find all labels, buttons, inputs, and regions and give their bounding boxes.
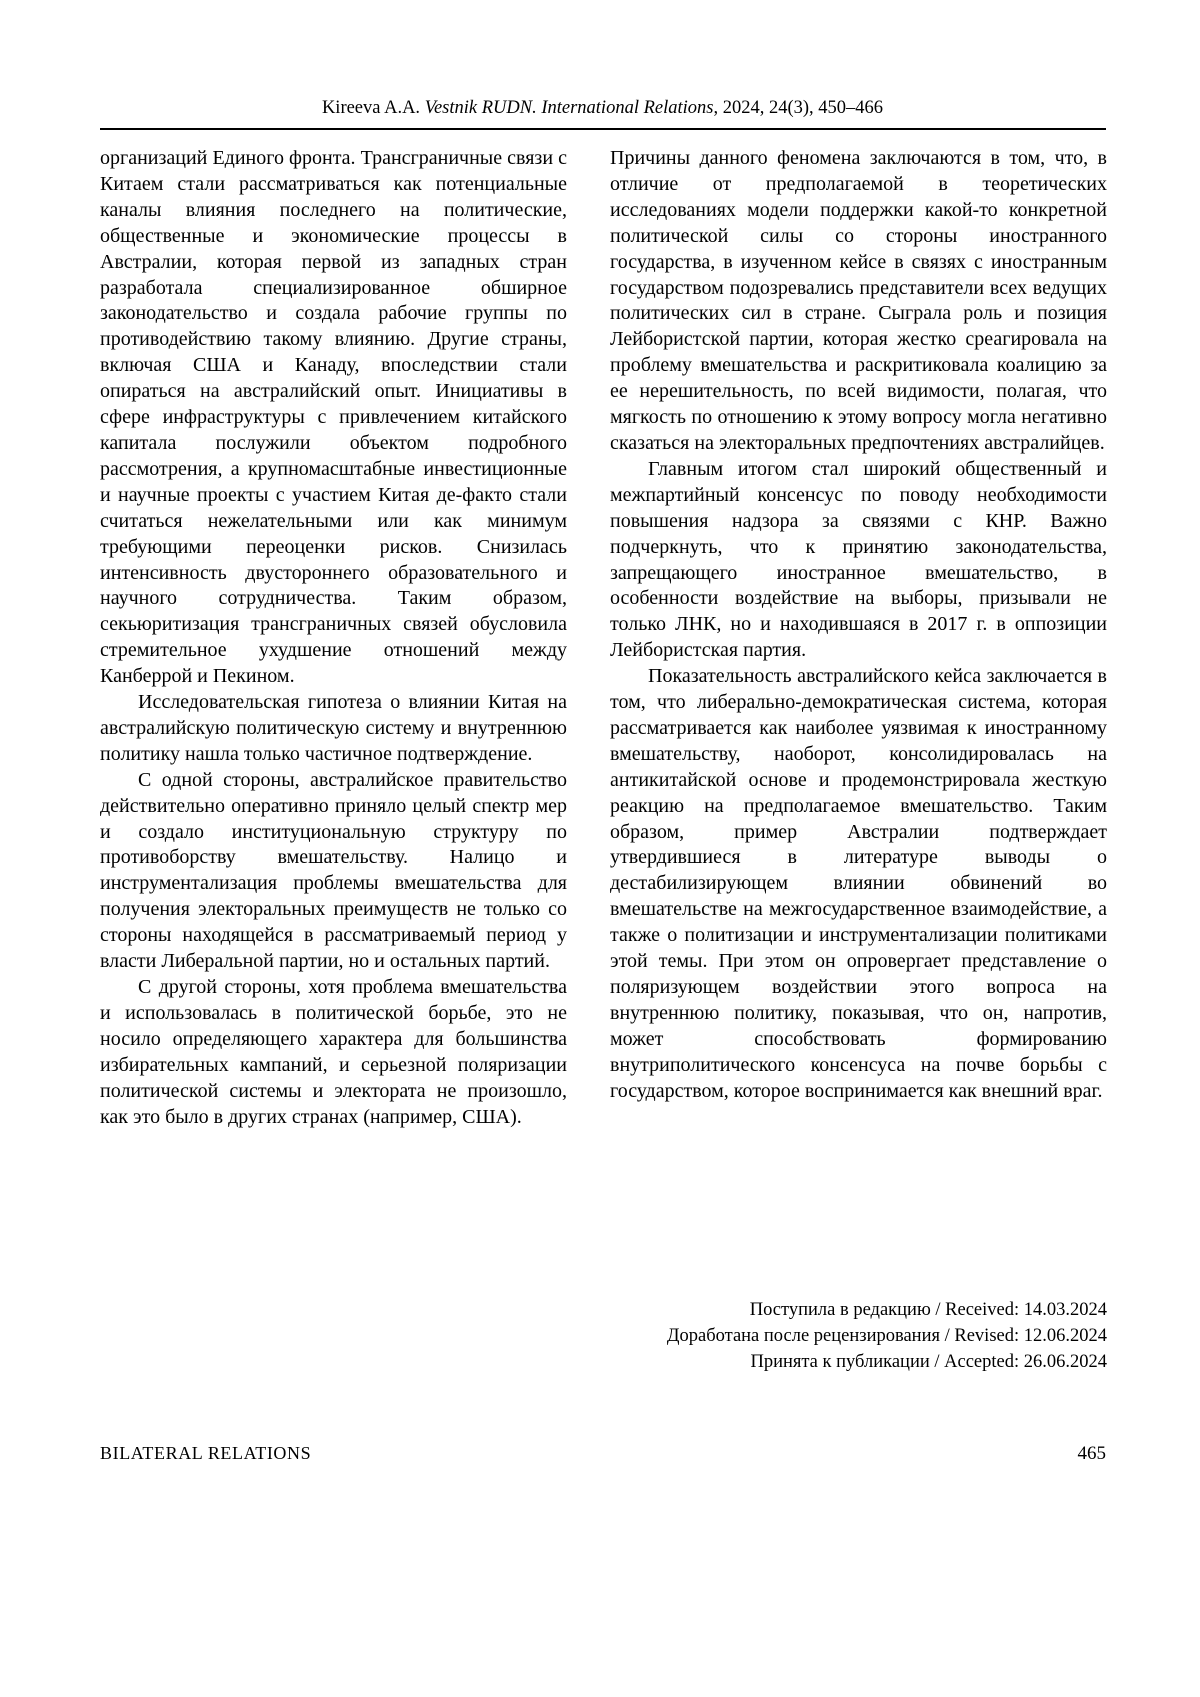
received-date-line: Поступила в редакцию / Received: 14.03.2024	[749, 1300, 1107, 1320]
body-paragraph: С другой стороны, хотя проблема вмешательства и использовалась в политической борьбе, это не носило определяющего характера для большинства избирательных кампаний, и серьезной поляризации политической системы и электората не произошло, как это было в других странах (например, США).	[100, 976, 567, 1128]
right-column	[610, 146, 1107, 1105]
running-head-author: Kireeva A.A.	[321, 98, 425, 118]
header-divider-rule	[100, 128, 1106, 130]
body-paragraph: Причины данного феномена заключаются в том, что, в отличие от предполагаемой в теоретических исследованиях модели поддержки какой-то конкретной политической силы со стороны иностранного государства, в изученном кейсе в связях с иностранным государством подозревались представители всех ведущих политических сил в стране. Сыграла роль и позиция Лейбористской партии, которая жестко среагировала на проблему вмешательства и раскритиковала коалицию за ее нерешительность, по всей видимости, полагая, что мягкость по отношению к этому вопросу могла негативно сказаться на электоральных предпочтениях австралийцев.	[610, 147, 1107, 454]
article-history-block	[400, 1297, 1107, 1375]
body-paragraph: С одной стороны, австралийское правительство действительно оперативно приняло целый спектр мер и создало институциональную структуру по противоборству вмешательству. Налицо и инструментализация проблемы вмешательства для получения электоральных преимуществ не только со стороны находящейся в рассматриваемый период у власти Либеральной партии, но и остальных партий.	[100, 768, 567, 973]
body-paragraph: Исследовательская гипотеза о влиянии Китая на австралийскую политическую систему и внутреннюю политику нашла только частичное подтверждение.	[100, 691, 567, 765]
accepted-date-line: Принята к публикации / Accepted: 26.06.2024	[750, 1352, 1107, 1372]
running-head-journal-title: Vestnik RUDN. International Relations	[424, 98, 714, 118]
running-head	[100, 97, 1105, 119]
revised-date-line: Доработана после рецензирования / Revised: 12.06.2024	[666, 1326, 1107, 1346]
running-head-issue-info: , 2024, 24(3), 450–466	[713, 98, 884, 118]
left-column	[100, 146, 567, 1130]
body-paragraph: организаций Единого фронта. Трансграничные связи с Китаем стали рассматриваться как потенциальные каналы влияния последнего на политические, общественные и экономические процессы в Австралии, которая первой из западных стран разработала специализированное обширное законодательство и создала рабочие группы по противодействию такому влиянию. Другие страны, включая США и Канаду, впоследствии стали опираться на австралийский опыт. Инициативы в сфере инфраструктуры с привлечением китайского капитала послужили объектом подробного рассмотрения, а крупномасштабные инвестиционные и научные проекты с участием Китая де-факто стали считаться нежелательными или как минимум требующими переоценки рисков. Снизилась интенсивность двустороннего образовательного и научного сотрудничества. Таким образом, секьюритизация трансграничных связей обусловила стремительное ухудшение отношений между Канберрой и Пекином.	[100, 147, 567, 688]
footer-section-title: BILATERAL RELATIONS	[100, 1443, 312, 1463]
footer-page-number: 465	[1077, 1443, 1106, 1464]
body-paragraph: Главным итогом стал широкий общественный и межпартийный консенсус по поводу необходимости повышения надзора за связями с КНР. Важно подчеркнуть, что к принятию законодательства, запрещающего иностранное вмешательство, в особенности воздействие на выборы, призывали не только ЛНК, но и находившаяся в 2017 г. в оппозиции Лейбористская партия.	[610, 457, 1107, 662]
body-paragraph: Показательность австралийского кейса заключается в том, что либерально-демократическая система, которая рассматривается как наиболее уязвимая к иностранному вмешательству, наоборот, консолидировалась на антикитайской основе и продемонстрировала жесткую реакцию на предполагаемое вмешательство. Таким образом, пример Австралии подтверждает утвердившиеся в литературе выводы о дестабилизирующем влиянии обвинений во вмешательстве на межгосударственное взаимодействие, а также о политизации и инструментализации политиками этой темы. При этом он опровергает представление о поляризующем воздействии этого вопроса на внутреннюю политику, показывая, что он, напротив, может способствовать формированию внутриполитического консенсуса на почве борьбы с государством, которое воспринимается как внешний враг.	[610, 665, 1107, 1102]
